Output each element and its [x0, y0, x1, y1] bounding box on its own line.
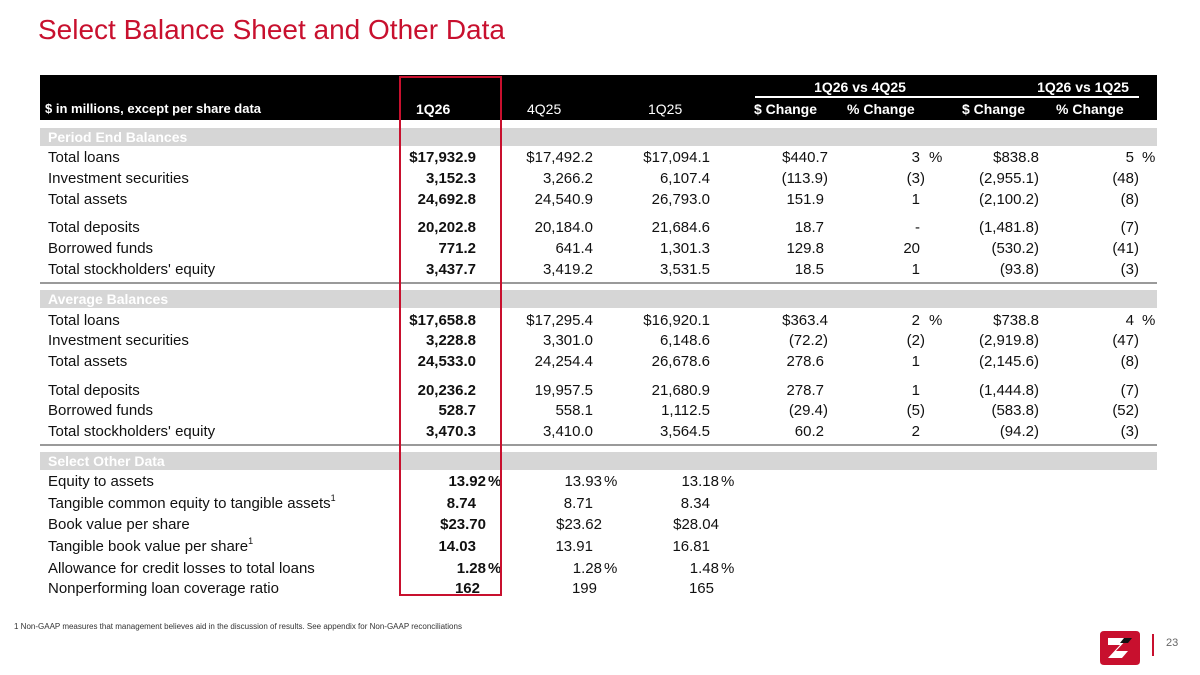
table-row: Total stockholders' equity 3,470.3 3,410.0 3,564.5 60.2 2 (94.2) (3) [48, 423, 1139, 440]
table-row: Nonperforming loan coverage ratio 162 199 165 [48, 580, 714, 597]
table-row: Total deposits 20,202.8 20,184.0 21,684.6 18.7 - (1,481.8) (7) [48, 219, 1139, 236]
section-header-other: Select Other Data [40, 452, 1157, 470]
company-logo-icon [1098, 629, 1142, 667]
section-divider [40, 444, 1157, 446]
table-header [40, 75, 1157, 120]
col-header-1q25: 1Q25 [648, 101, 683, 117]
table-row: Equity to assets 13.92 % 13.93 % 13.18 % [48, 473, 735, 490]
table-row: Borrowed funds 771.2 641.4 1,301.3 129.8 20 (530.2) (41) [48, 240, 1139, 257]
col-header-dollar-change-1: $ Change [754, 101, 818, 117]
table-row: Total loans $17,658.8 $17,295.4 $16,920.1 $363.4 2 % $738.8 4 % [48, 312, 1156, 329]
table-row: Tangible common equity to tangible assets$^1$ 8.74 8.71 8.34 [48, 493, 710, 512]
group-header-vs-1q25: 1Q26 vs 1Q25 [1037, 79, 1129, 95]
col-header-dollar-change-2: $ Change [962, 101, 1026, 117]
table-row: Total deposits 20,236.2 19,957.5 21,680.9 278.7 1 (1,444.8) (7) [48, 382, 1139, 399]
page-number: 23 [1166, 637, 1179, 649]
current-quarter-highlight [399, 76, 502, 596]
section-header-average: Average Balances [40, 290, 1157, 308]
col-header-pct-change-2: % Change [1056, 101, 1124, 117]
group-underline [755, 96, 969, 98]
table-row: Total loans $17,932.9 $17,492.2 $17,094.1 $440.7 3 % $838.8 5 % [48, 149, 1156, 166]
table-row: Total stockholders' equity 3,437.7 3,419.2 3,531.5 18.5 1 (93.8) (3) [48, 261, 1139, 278]
table-row: Investment securities 3,152.3 3,266.2 6,107.4 (113.9) (3) (2,955.1) (48) [48, 170, 1139, 187]
table-row: Total assets 24,692.8 24,540.9 26,793.0 151.9 1 (2,100.2) (8) [48, 191, 1139, 208]
units-label: $ in millions, except per share data [45, 101, 262, 116]
group-underline [960, 96, 1139, 98]
footnote: 1 Non-GAAP measures that management believes aid in the discussion of results. See appendix for Non-GAAP reconciliations [14, 622, 462, 631]
table-row: Book value per share $23.70 $23.62 $28.04 [48, 516, 719, 533]
page-number-divider [1152, 634, 1154, 656]
section-divider [40, 282, 1157, 284]
group-header-vs-4q25: 1Q26 vs 4Q25 [814, 79, 906, 95]
col-header-1q26: 1Q26 [416, 101, 451, 117]
table-row: Total assets 24,533.0 24,254.4 26,678.6 278.6 1 (2,145.6) (8) [48, 353, 1139, 370]
col-header-pct-change-1: % Change [847, 101, 915, 117]
table-row: Allowance for credit losses to total loans 1.28 % 1.28 % 1.48 % [48, 560, 735, 577]
section-header-period-end: Period End Balances [40, 128, 1157, 146]
table-row: Borrowed funds 528.7 558.1 1,112.5 (29.4) (5) (583.8) (52) [48, 402, 1139, 419]
col-header-4q25: 4Q25 [527, 101, 562, 117]
table-row: Tangible book value per share$^1$ 14.03 13.91 16.81 [48, 536, 710, 555]
page-title: Select Balance Sheet and Other Data [38, 14, 505, 45]
table-row: Investment securities 3,228.8 3,301.0 6,148.6 (72.2) (2) (2,919.8) (47) [48, 332, 1139, 349]
